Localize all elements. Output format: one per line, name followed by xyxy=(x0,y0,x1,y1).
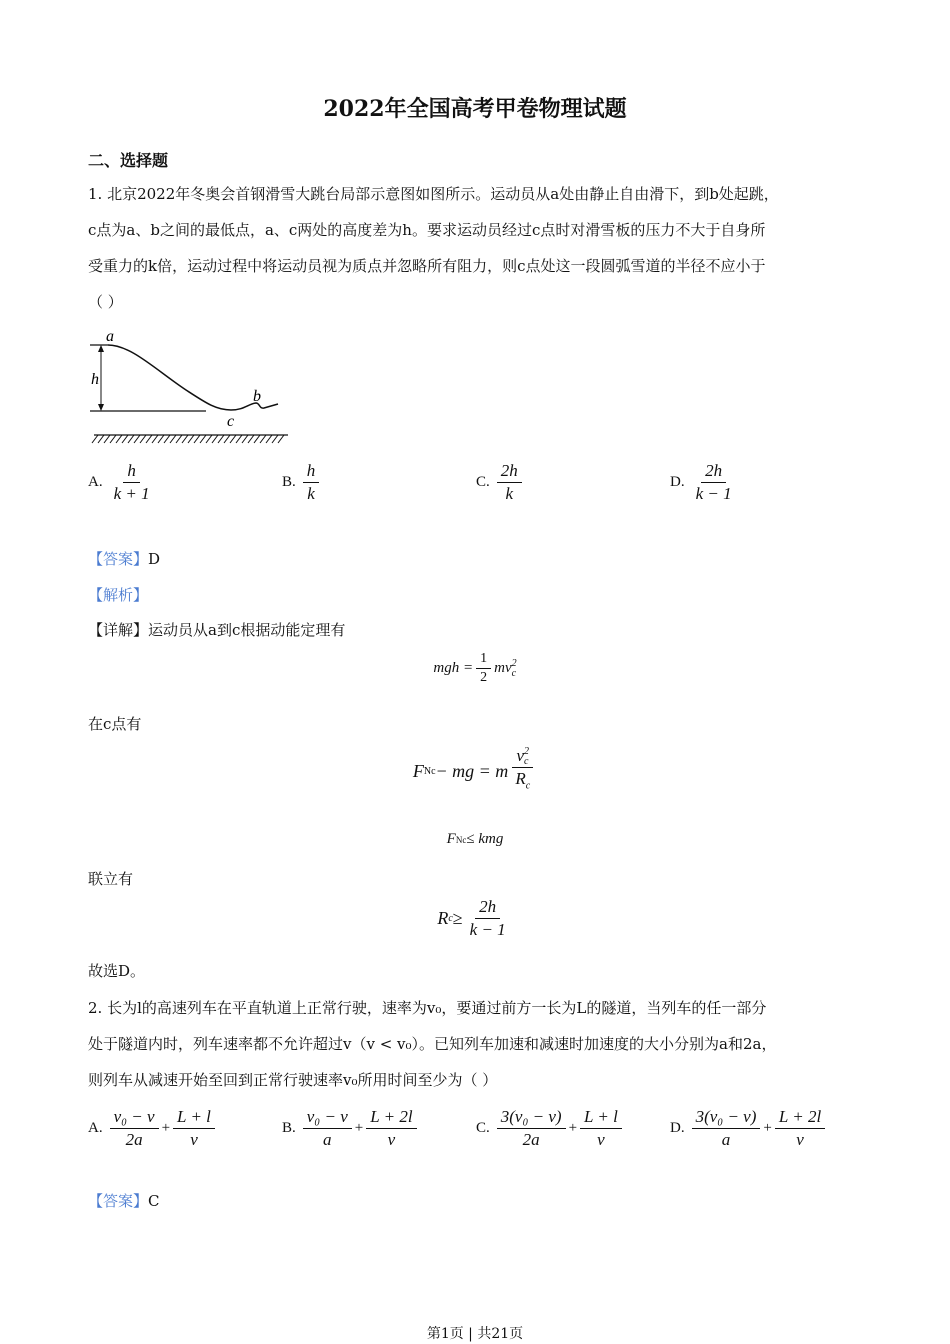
q1-conclusion: 故选D。 xyxy=(88,962,146,980)
hatch-mark xyxy=(206,435,212,443)
hatch-mark xyxy=(266,435,272,443)
equation-newton-second-law: F Nc − mg = m v 2 c $R_c$ xyxy=(0,745,950,797)
q2-line-1: 2. 长为l的高速列车在平直轨道上正常行驶，速率为v₀，要通过前方一长为L的隧道，当列车的任一部分 xyxy=(88,999,767,1017)
q1-line-3: 受重力的k倍，运动过程中将运动员视为质点并忽略所有阻力，则c点处这一段圆弧雪道的半径不应小于 xyxy=(88,257,766,275)
hatch-mark xyxy=(278,435,284,443)
q1-line-2: c点为a、b之间的最低点，a、c两处的高度差为h。要求运动员经过c点时对滑雪板的压力不大于自身所 xyxy=(88,221,766,239)
hatch-mark xyxy=(158,435,164,443)
arrow-head-up xyxy=(98,345,104,352)
hatch-mark xyxy=(170,435,176,443)
combine-text: 联立有 xyxy=(88,870,134,888)
hatch-mark xyxy=(236,435,242,443)
page-footer: 第1页 | 共21页 xyxy=(426,1326,524,1342)
hatch-mark xyxy=(134,435,140,443)
page-title: 2022年全国高考甲卷物理试题 xyxy=(323,96,627,122)
q1-option-d[interactable]: D. $\frac{2h}{k - 1}$ xyxy=(670,461,732,503)
hatch-mark xyxy=(152,435,158,443)
arrow-head-down xyxy=(98,404,104,411)
hatch-mark xyxy=(110,435,116,443)
hatch-mark xyxy=(122,435,128,443)
section-heading: 二、选择题 xyxy=(88,151,169,170)
hatch-mark xyxy=(212,435,218,443)
hatch-mark xyxy=(146,435,152,443)
hatch-mark xyxy=(260,435,266,443)
ski-jump-figure xyxy=(86,325,296,445)
ground-hatching xyxy=(92,435,284,443)
hatch-mark xyxy=(116,435,122,443)
hatch-mark xyxy=(218,435,224,443)
hatch-mark xyxy=(140,435,146,443)
q2-line-2: 处于隧道内时，列车速率都不允许超过v（v < v₀）。已知列车加速和减速时加速度的大小分别为a和2a， xyxy=(88,1035,777,1053)
q1-line-4: （ ） xyxy=(88,293,123,311)
hatch-mark xyxy=(272,435,278,443)
hatch-mark xyxy=(248,435,254,443)
question-2-text xyxy=(88,990,864,1098)
q2-option-d[interactable]: D. $\frac{\text{3(v₀ − v)}}{a}$ + $\frac{L + 2l}{v}$ xyxy=(670,1106,828,1151)
q1-option-c[interactable]: C. $\frac{2h}{k}$ xyxy=(476,460,525,505)
q1-option-a[interactable]: A. $\frac{h}{k + 1}$ xyxy=(88,461,150,503)
hatch-mark xyxy=(92,435,98,443)
q2-answer: 【答案】C xyxy=(88,1192,160,1210)
hatch-mark xyxy=(230,435,236,443)
hatch-mark xyxy=(176,435,182,443)
q1-analysis-tag: 【解析】 xyxy=(88,586,149,604)
label-a: a xyxy=(106,328,114,345)
question-1-text xyxy=(88,176,864,320)
hatch-mark xyxy=(194,435,200,443)
label-c: c xyxy=(227,413,235,430)
equation-radius-result: R c ≥ $\frac{2h}{k - 1}$ xyxy=(437,897,506,939)
q1-answer: 【答案】D xyxy=(88,550,161,568)
q2-option-a[interactable]: A. $\frac{\text{v₀ − v}}{2a}$ + $\frac{L + l}{v}$ xyxy=(88,1106,218,1151)
hatch-mark xyxy=(188,435,194,443)
q2-line-3: 则列车从减速开始至回到正常行驶速率v₀所用时间至少为（ ） xyxy=(88,1071,498,1089)
hatch-mark xyxy=(254,435,260,443)
at-point-c: 在c点有 xyxy=(88,715,142,733)
hatch-mark xyxy=(182,435,188,443)
q2-option-c[interactable]: C. $\frac{\text{3(v₀ − v)}}{2a}$ + $\frac{L + l}{v}$ xyxy=(476,1106,625,1151)
hatch-mark xyxy=(128,435,134,443)
equation-force-limit: F Nc ≤ kmg xyxy=(446,831,504,847)
hatch-mark xyxy=(104,435,110,443)
q2-option-b[interactable]: B. $\frac{\text{v₀ − v}}{a}$ + $\frac{L + 2l}{v}$ xyxy=(282,1106,420,1151)
q1-line-1: 1. 北京2022年冬奥会首钢滑雪大跳台局部示意图如图所示。运动员从a处由静止自由滑下，到b处起跳， xyxy=(88,185,779,203)
hatch-mark xyxy=(164,435,170,443)
hatch-mark xyxy=(224,435,230,443)
hatch-mark xyxy=(98,435,104,443)
equation-kinetic-energy: mgh = $\frac{1}{2}$ mv 2 c xyxy=(433,651,517,685)
hatch-mark xyxy=(200,435,206,443)
label-b: b xyxy=(253,388,261,405)
label-h: h xyxy=(91,371,99,388)
q1-detail: 【详解】运动员从a到c根据动能定理有 xyxy=(88,621,346,639)
q1-option-b[interactable]: B. $\frac{h}{k}$ xyxy=(282,460,322,505)
hatch-mark xyxy=(242,435,248,443)
